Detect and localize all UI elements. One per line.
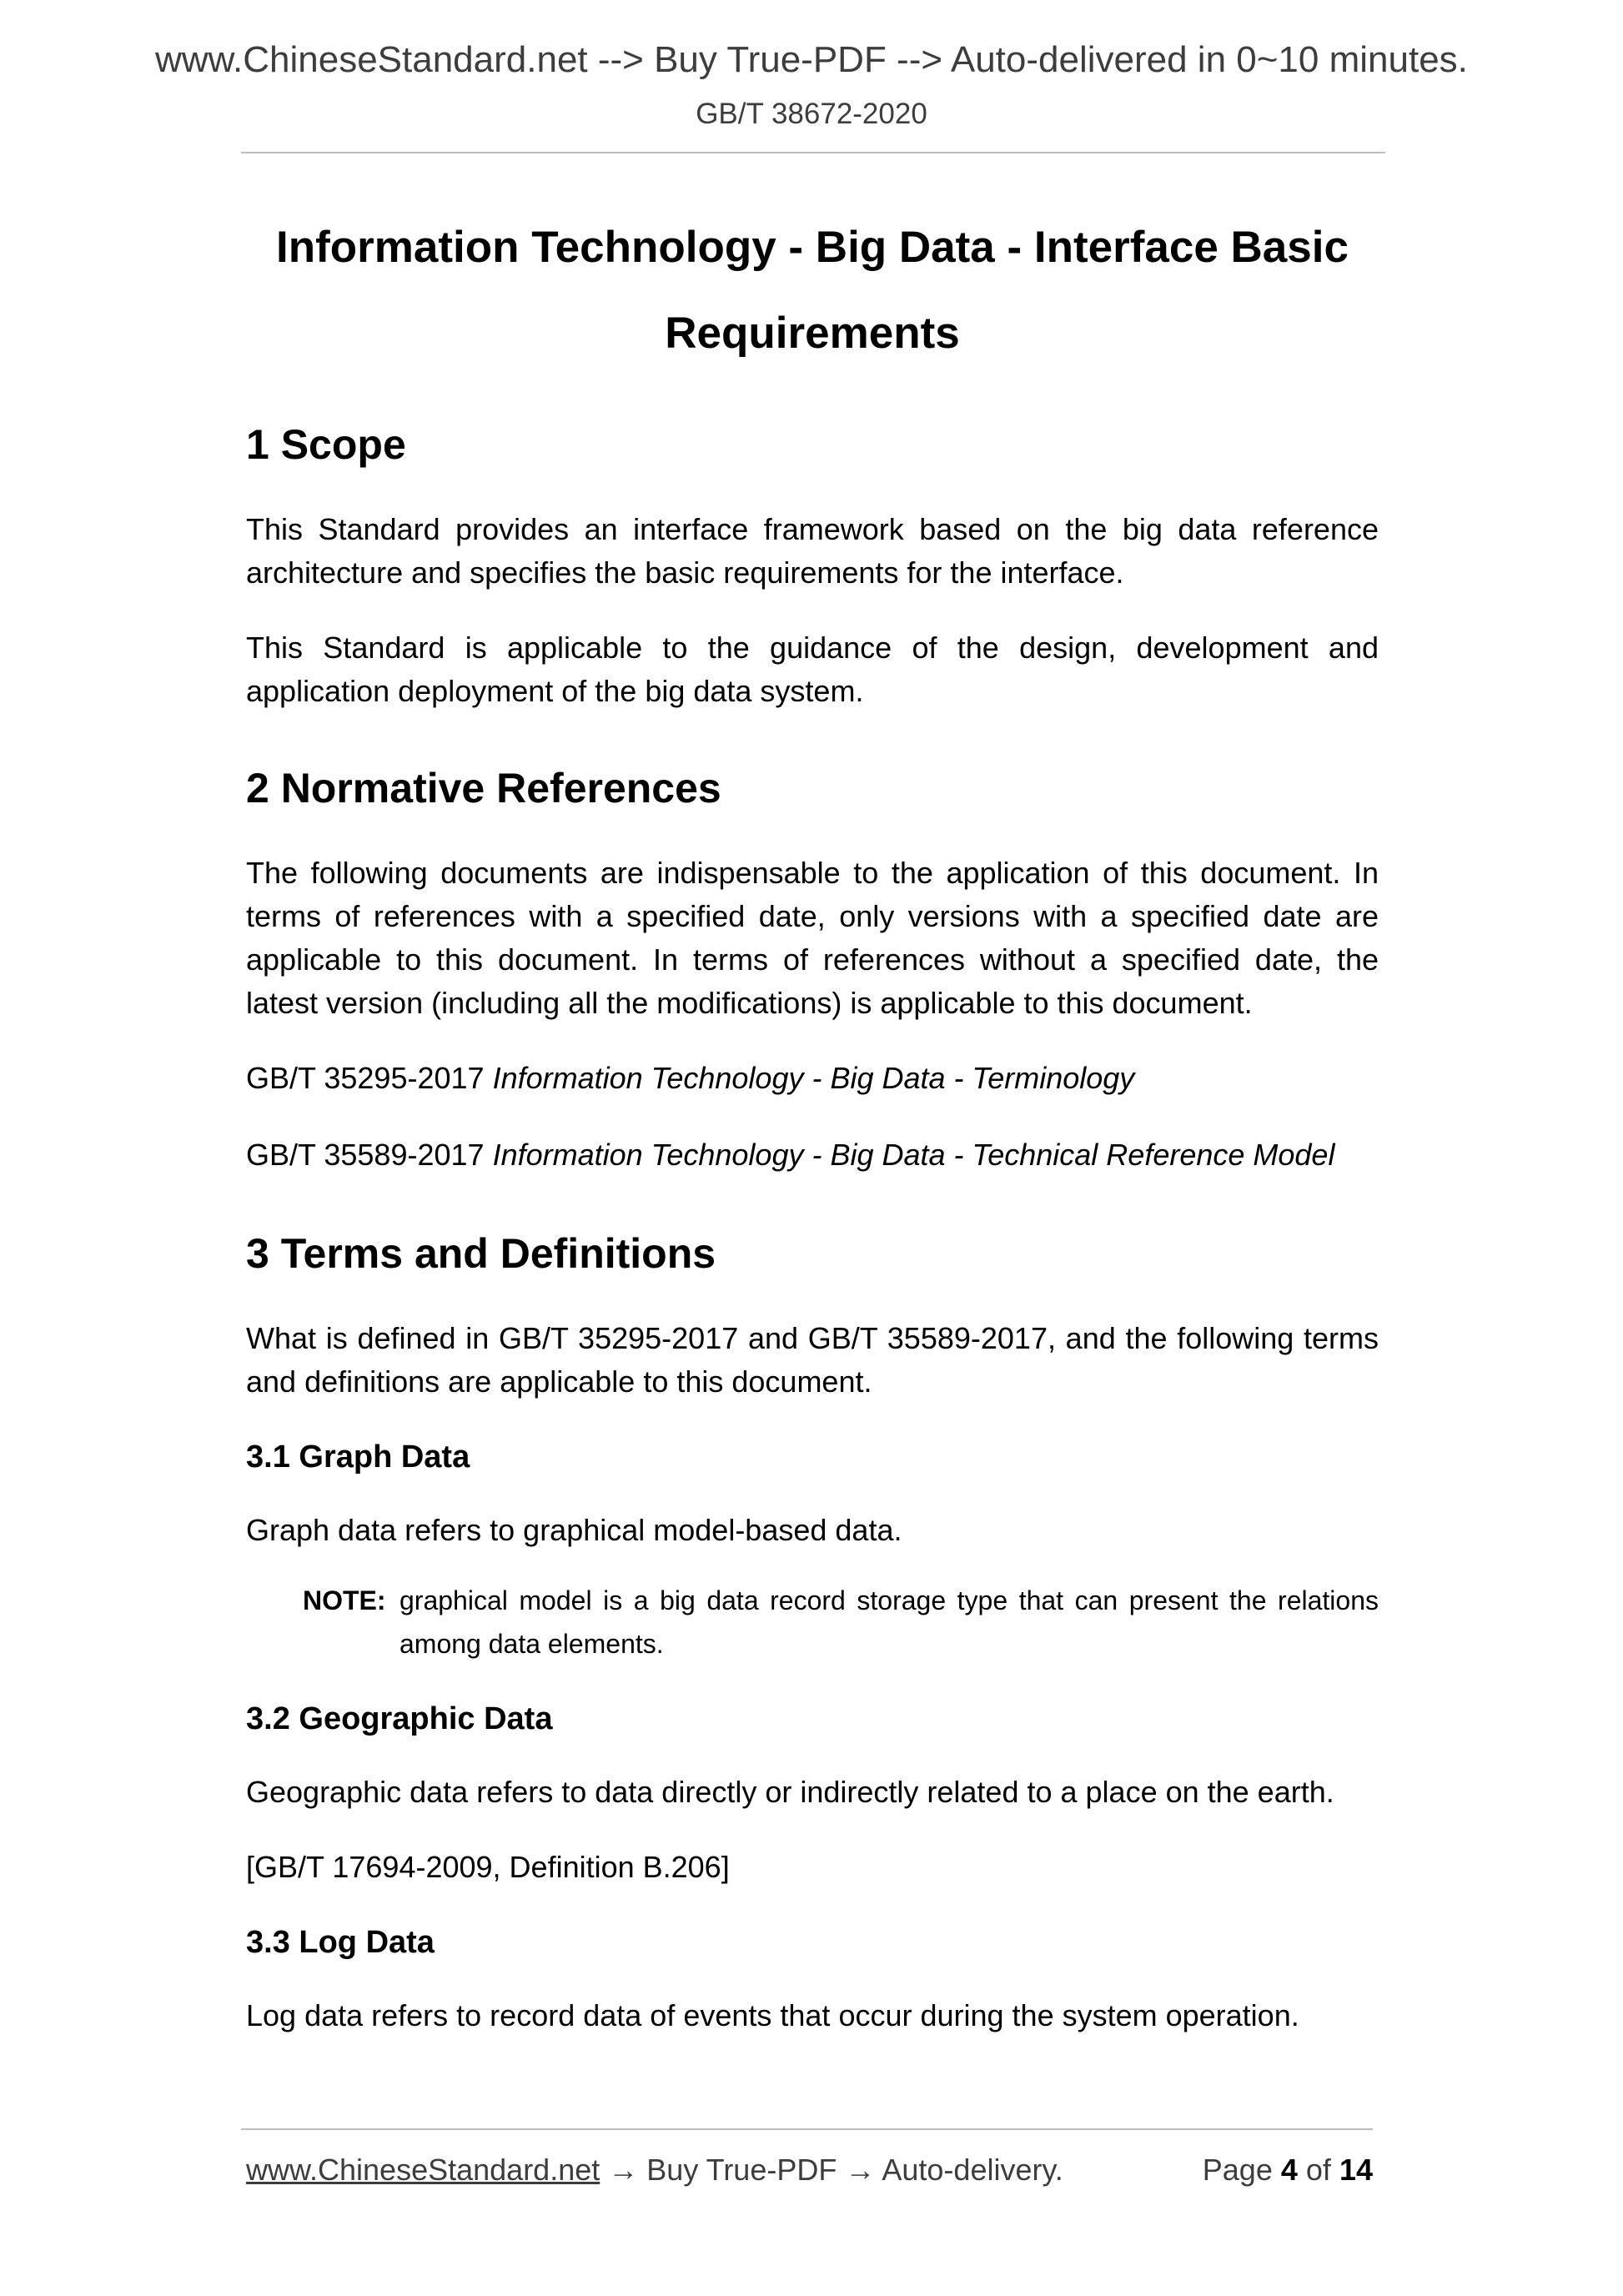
page-label: Page bbox=[1202, 2153, 1273, 2187]
section-heading-normative-references: 2 Normative References bbox=[246, 765, 721, 811]
note-label: NOTE: bbox=[303, 1585, 386, 1615]
term-definition-geographic-data: Geographic data refers to data directly or indirectly related to a place on the earth. bbox=[246, 1775, 1334, 1809]
footer-divider bbox=[241, 2128, 1373, 2130]
term-source-reference: [GB/T 17694-2009, Definition B.206] bbox=[246, 1850, 730, 1884]
normative-paragraph: The following documents are indispensable to the application of this document. In terms of references with a specified date, only versions with a specified date are applicable to this document. In terms of references without a specified date, the latest version (including all the modifications) is applicable to this document. bbox=[246, 856, 1379, 1020]
reference-code: GB/T 35589-2017 bbox=[246, 1138, 485, 1172]
arrow-right-icon: → bbox=[845, 2153, 876, 2187]
reference-item bbox=[246, 1133, 1379, 1177]
section-heading-terms: 3 Terms and Definitions bbox=[246, 1230, 716, 1277]
reference-item bbox=[246, 1057, 1379, 1100]
term-definition-log-data: Log data refers to record data of events that occur during the system operation. bbox=[246, 1998, 1299, 2032]
terms-intro-paragraph: What is defined in GB/T 35295-2017 and GB/T 35589-2017, and the following terms and definitions are applicable to this document. bbox=[246, 1321, 1379, 1399]
document-title bbox=[246, 204, 1379, 376]
scope-paragraph-1: This Standard provides an interface framework based on the big data reference architecture and specifies the basic requirements for the interface. bbox=[246, 512, 1379, 590]
document-title-line-2: Requirements bbox=[665, 309, 960, 358]
section-spacer bbox=[246, 745, 1379, 761]
term-heading-log-data: 3.3 Log Data bbox=[246, 1925, 435, 1960]
footer-promo bbox=[246, 2149, 1063, 2191]
total-pages-number: 14 bbox=[1339, 2153, 1373, 2187]
term-heading-graph-data: 3.1 Graph Data bbox=[246, 1439, 470, 1475]
term-definition-graph-data: Graph data refers to graphical model-based data. bbox=[246, 1513, 902, 1547]
section-spacer bbox=[246, 1210, 1379, 1227]
note-text: graphical model is a big data record storage type that can present the relations among data elements. bbox=[399, 1585, 1379, 1659]
site-banner: www.ChineseStandard.net --> Buy True-PDF --> Auto-delivered in 0~10 minutes. bbox=[155, 39, 1468, 80]
arrow-right-icon: → bbox=[608, 2153, 639, 2187]
header-divider bbox=[241, 152, 1385, 153]
document-title-line-1: Information Technology - Big Data - Interface Basic bbox=[276, 223, 1349, 272]
page-indicator bbox=[1174, 2149, 1373, 2191]
reference-code: GB/T 35295-2017 bbox=[246, 1061, 485, 1095]
scope-paragraph-2: This Standard is applicable to the guidance of the design, development and application deployment of the big data system. bbox=[246, 631, 1379, 708]
footer-site-link[interactable]: www.ChineseStandard.net bbox=[246, 2153, 600, 2187]
reference-title: Information Technology - Big Data - Technical Reference Model bbox=[492, 1138, 1335, 1172]
of-label: of bbox=[1305, 2153, 1331, 2187]
term-heading-geographic-data: 3.2 Geographic Data bbox=[246, 1701, 553, 1736]
reference-title: Information Technology - Big Data - Terminology bbox=[492, 1061, 1135, 1095]
term-note bbox=[246, 1579, 1379, 1665]
footer-delivery-text: Auto-delivery. bbox=[882, 2153, 1063, 2187]
section-heading-scope: 1 Scope bbox=[246, 421, 406, 468]
standard-code: GB/T 38672-2020 bbox=[696, 98, 927, 130]
current-page-number: 4 bbox=[1280, 2153, 1298, 2187]
footer-buy-text: Buy True-PDF bbox=[646, 2153, 837, 2187]
document-body bbox=[246, 204, 1379, 2069]
